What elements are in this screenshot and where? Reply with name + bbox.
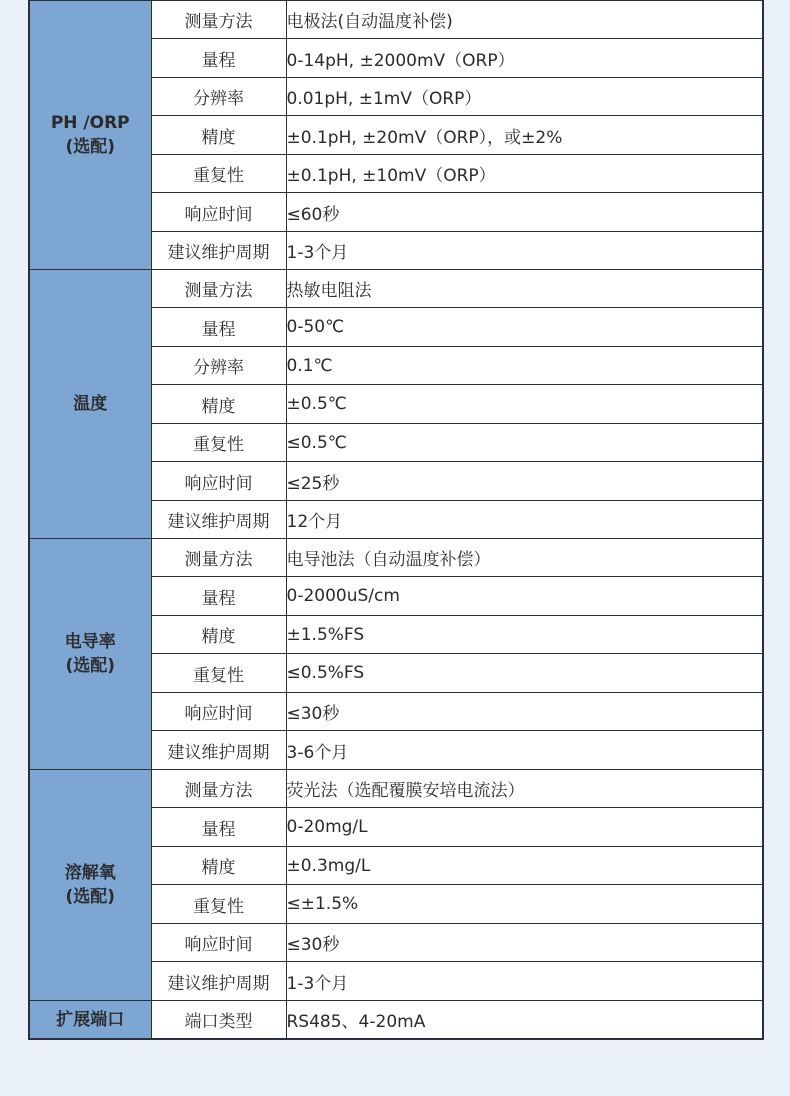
param-cell: 精度 (151, 616, 286, 654)
value-cell: 0.01pH, ±1mV（ORP） (286, 78, 763, 116)
param-cell: 精度 (151, 116, 286, 155)
param-cell: 测量方法 (151, 539, 286, 577)
value-cell: 电导池法（自动温度补偿） (286, 539, 763, 577)
group-label-line2: (选配) (65, 137, 116, 157)
value-cell: 0.1℃ (286, 347, 763, 385)
value-cell: ≤0.5℃ (286, 424, 763, 462)
param-cell: 量程 (151, 577, 286, 616)
group-label-line1: 电导率 (64, 632, 116, 652)
group-label-line1: 温度 (73, 394, 108, 414)
value-cell: ≤±1.5% (286, 885, 763, 924)
param-cell: 量程 (151, 39, 286, 78)
value-cell: ±0.5℃ (286, 385, 763, 424)
value-cell: 0-50℃ (286, 308, 763, 347)
value-cell: ±0.1pH, ±20mV（ORP），或±2% (286, 116, 763, 155)
param-cell: 响应时间 (151, 924, 286, 962)
group-label-line1: 溶解氧 (64, 863, 116, 883)
group-label (29, 770, 151, 1001)
value-cell: 0-2000uS/cm (286, 577, 763, 616)
param-cell: 重复性 (151, 654, 286, 693)
value-cell: ≤25秒 (286, 462, 763, 501)
value-cell: 1-3个月 (286, 232, 763, 270)
table-row (29, 539, 763, 577)
param-cell: 分辨率 (151, 347, 286, 385)
value-cell: 1-3个月 (286, 962, 763, 1001)
param-cell: 响应时间 (151, 193, 286, 232)
value-cell: 12个月 (286, 501, 763, 539)
param-cell: 建议维护周期 (151, 232, 286, 270)
value-cell: ±0.1pH, ±10mV（ORP） (286, 155, 763, 193)
table-row (29, 1, 763, 39)
group-label (29, 1, 151, 270)
group-label-line2: (选配) (65, 656, 116, 676)
param-cell: 分辨率 (151, 78, 286, 116)
spec-table (28, 0, 764, 1040)
param-cell: 测量方法 (151, 1, 286, 39)
param-cell: 重复性 (151, 424, 286, 462)
value-cell: 电极法(自动温度补偿) (286, 1, 763, 39)
value-cell: RS485、4-20mA (286, 1001, 763, 1040)
param-cell: 重复性 (151, 885, 286, 924)
param-cell: 响应时间 (151, 462, 286, 501)
spec-sheet (28, 0, 762, 1040)
group-label (29, 1001, 151, 1040)
value-cell: ≤60秒 (286, 193, 763, 232)
param-cell: 端口类型 (151, 1001, 286, 1040)
param-cell: 建议维护周期 (151, 501, 286, 539)
group-label (29, 539, 151, 770)
table-row (29, 270, 763, 308)
param-cell: 测量方法 (151, 770, 286, 808)
group-label-line1: PH /ORP (50, 113, 130, 133)
param-cell: 重复性 (151, 155, 286, 193)
value-cell: 热敏电阻法 (286, 270, 763, 308)
param-cell: 精度 (151, 385, 286, 424)
value-cell: ±1.5%FS (286, 616, 763, 654)
value-cell: 3-6个月 (286, 731, 763, 770)
param-cell: 量程 (151, 308, 286, 347)
value-cell: 0-14pH, ±2000mV（ORP） (286, 39, 763, 78)
param-cell: 精度 (151, 847, 286, 885)
value-cell: 荧光法（选配覆膜安培电流法） (286, 770, 763, 808)
group-label (29, 270, 151, 539)
param-cell: 建议维护周期 (151, 731, 286, 770)
group-label-line2: (选配) (65, 887, 116, 907)
value-cell: ≤30秒 (286, 693, 763, 731)
param-cell: 量程 (151, 808, 286, 847)
group-label-line1: 扩展端口 (56, 1009, 125, 1030)
value-cell: ≤30秒 (286, 924, 763, 962)
table-row (29, 1001, 763, 1040)
value-cell: ±0.3mg/L (286, 847, 763, 885)
table-row (29, 770, 763, 808)
param-cell: 建议维护周期 (151, 962, 286, 1001)
param-cell: 测量方法 (151, 270, 286, 308)
value-cell: ≤0.5%FS (286, 654, 763, 693)
value-cell: 0-20mg/L (286, 808, 763, 847)
param-cell: 响应时间 (151, 693, 286, 731)
